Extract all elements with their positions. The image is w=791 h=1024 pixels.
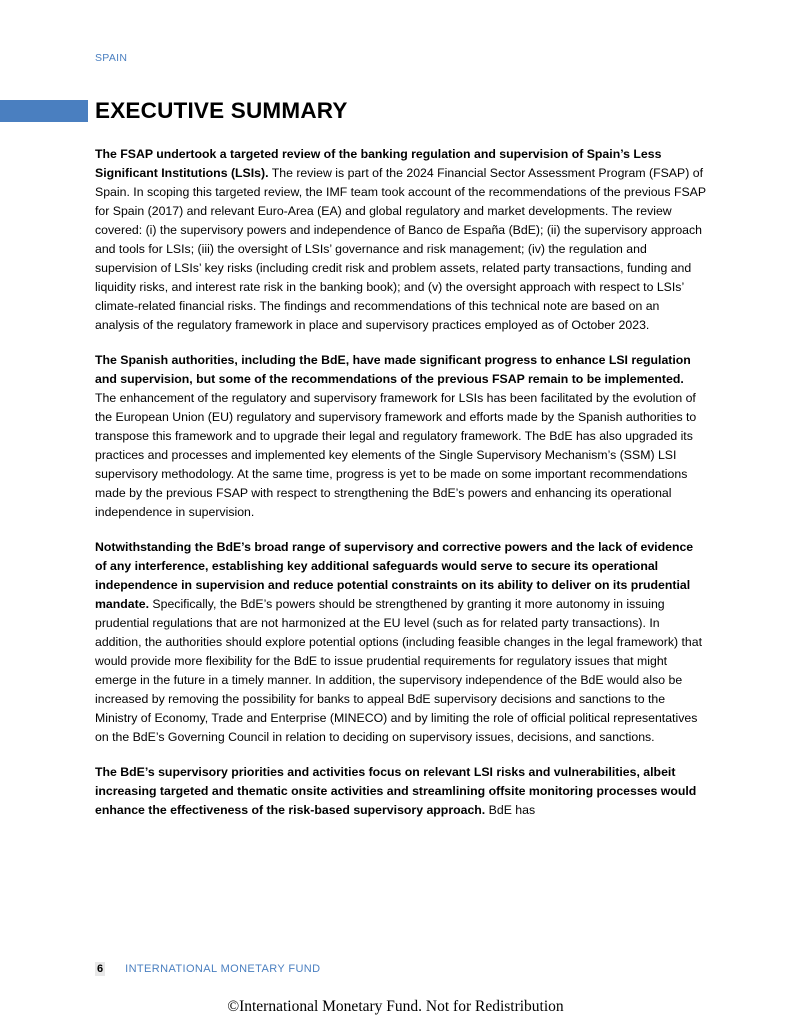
paragraph-1 xyxy=(95,145,707,335)
section-accent-bar xyxy=(0,100,88,122)
page-number: 6 xyxy=(97,963,104,975)
page-title: EXECUTIVE SUMMARY xyxy=(95,98,348,123)
paragraph-lead: Notwithstanding the BdE’s broad range of supervisory and corrective powers and the lack of evidence of any interference, establishing key additional safeguards would serve to secure its operational independence in supervision and reduce potential constraints on its ability to deliver on its prudential mandate. xyxy=(95,540,694,611)
paragraph-4 xyxy=(95,763,707,820)
paragraph-3 xyxy=(95,538,707,747)
paragraph-2 xyxy=(95,351,707,522)
running-head: SPAIN xyxy=(95,52,128,64)
paragraph-body: BdE has xyxy=(485,803,536,817)
paragraph-body: The enhancement of the regulatory and supervisory framework for LSIs has been facilitated by the evolution of the European Union (EU) regulatory and supervisory framework and efforts made by the Spanish authorities to transpose this framework and to upgrade their legal and regulatory framework. The BdE has also upgraded its practices and processes and implemented key elements of the Single Supervisory Mechanism’s (SSM) LSI supervisory methodology. At the same time, progress is yet to be made on some important recommendations made by the previous FSAP with respect to strengthening the BdE’s powers and enhancing its operational independence in supervision. xyxy=(95,391,697,519)
paragraph-body: The review is part of the 2024 Financial Sector Assessment Program (FSAP) of Spain. In scoping this targeted review, the IMF team took account of the recommendations of the previous FSAP for Spain (2017) and relevant Euro-Area (EA) and global regulatory and market developments. The review covered: (i) the supervisory powers and independence of Banco de España (BdE); (ii) the supervisory approach and tools for LSIs; (iii) the oversight of LSIs’ governance and risk management; (iv) the regulation and supervision of LSIs’ key risks (including credit risk and problem assets, related party transactions, funding and liquidity risks, and interest rate risk in the banking book); and (v) the oversight approach with respect to LSIs’ climate-related financial risks. The findings and recommendations of this technical note are based on an analysis of the regulatory framework in place and supervisory practices employed as of October 2023. xyxy=(95,166,706,332)
paragraph-lead: The BdE’s supervisory priorities and activities focus on relevant LSI risks and vulnerabilities, albeit increasing targeted and thematic onsite activities and streamlining offsite monitoring processes would enhance the effectiveness of the risk-based supervisory approach. xyxy=(95,765,697,817)
copyright-notice: ©International Monetary Fund. Not for Redistribution xyxy=(227,998,564,1015)
paragraph-body: Specifically, the BdE’s powers should be strengthened by granting it more autonomy in issuing prudential regulations that are not harmonized at the EU level (such as for related party transactions). In addition, the authorities should explore potential options (including feasible changes in the legal framework) that would provide more flexibility for the BdE to issue prudential requirements for regulatory issues that might emerge in the future in a timely manner. In addition, the supervisory independence of the BdE would also be increased by removing the possibility for banks to appeal BdE supervisory decisions and sanctions to the Ministry of Economy, Trade and Enterprise (MINECO) and by limiting the role of official political representatives on the BdE’s Governing Council in relation to deciding on supervisory issues, decisions, and sanctions. xyxy=(95,597,703,744)
paragraph-lead: The FSAP undertook a targeted review of the banking regulation and supervision of Spain’s Less Significant Institutions (LSIs). xyxy=(95,147,662,180)
body-text xyxy=(95,145,707,836)
footer-label: INTERNATIONAL MONETARY FUND xyxy=(125,963,321,975)
page-footer xyxy=(95,962,321,976)
paragraph-lead: The Spanish authorities, including the BdE, have made significant progress to enhance LSI regulation and supervision, but some of the recommendations of the previous FSAP remain to be implemented. xyxy=(95,353,691,386)
